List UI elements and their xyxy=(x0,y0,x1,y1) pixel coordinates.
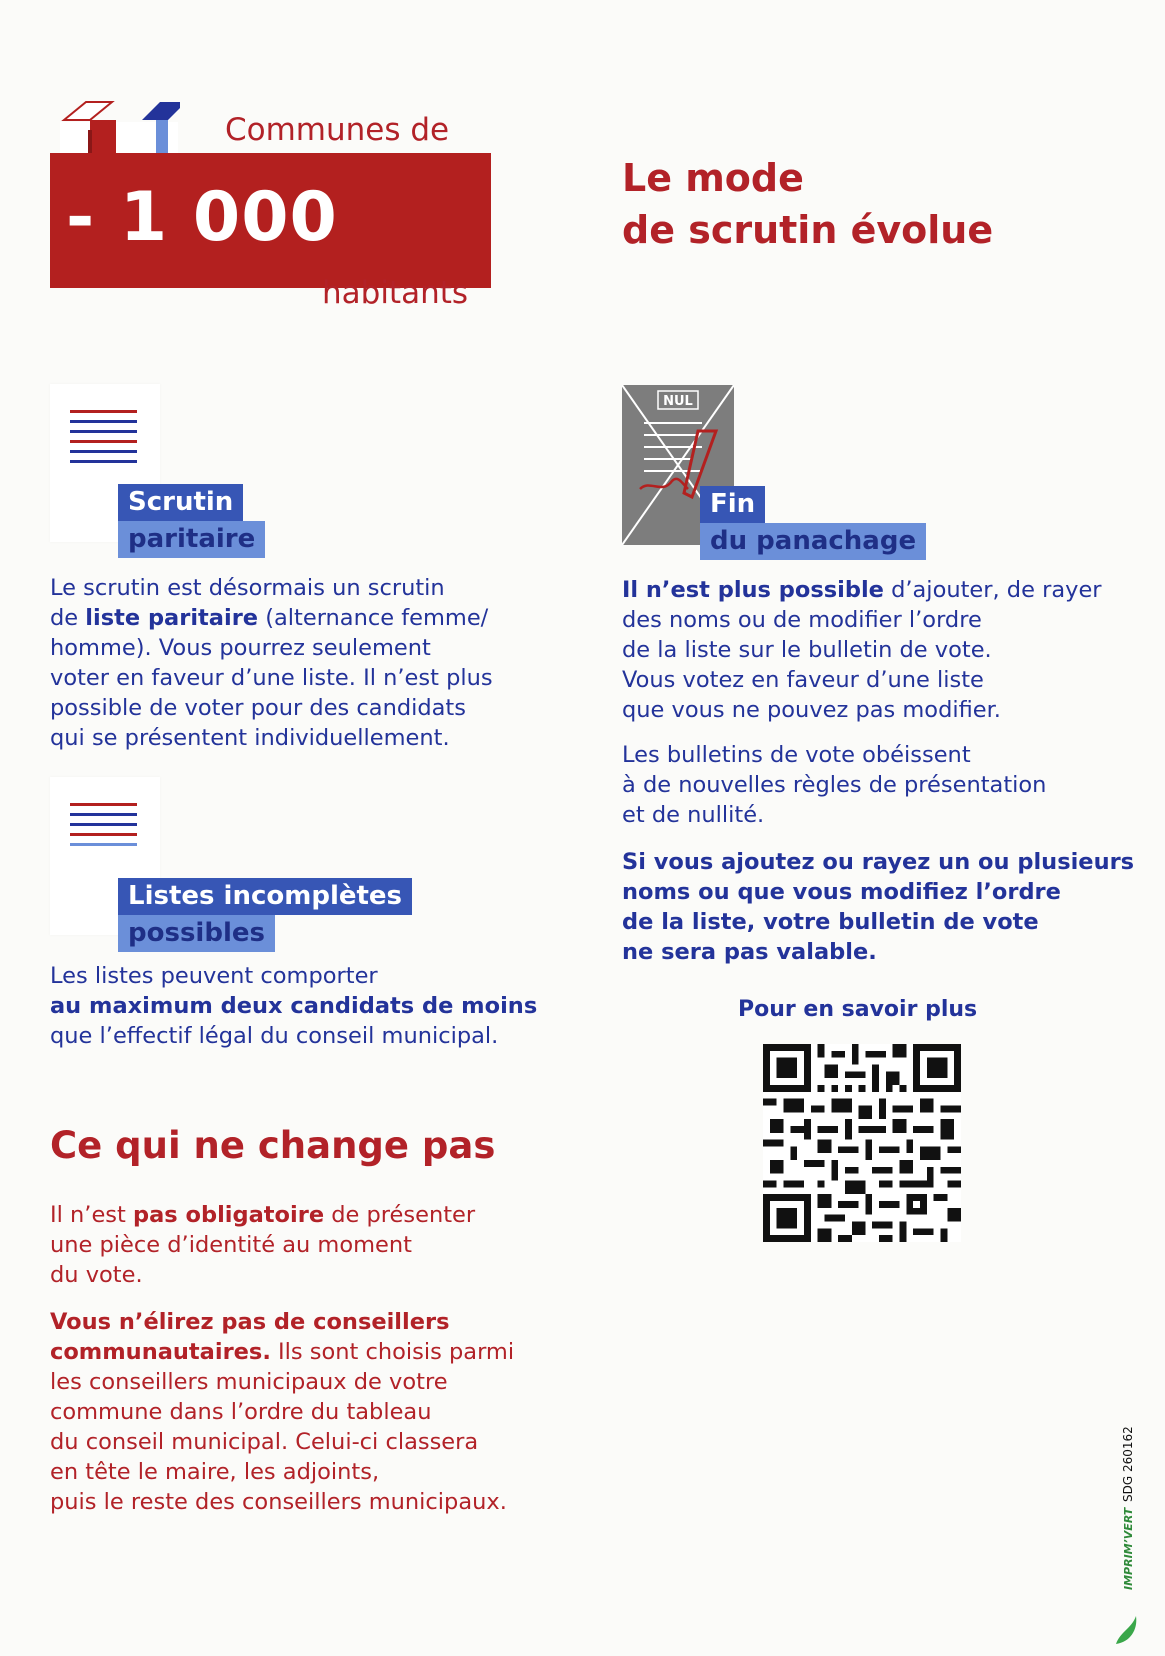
tag-line-2: paritaire xyxy=(118,521,265,558)
text-line: que vous ne pouvez pas modifier. xyxy=(622,697,1001,723)
text-line: les conseillers municipaux de votre xyxy=(50,1369,448,1395)
text-line: qui se présentent individuellement. xyxy=(50,725,450,751)
text-line: que l’effectif légal du conseil municipal. xyxy=(50,1023,499,1049)
tag-fin-panachage xyxy=(700,486,926,560)
text-line: Si vous ajoutez ou rayez un ou plusieurs xyxy=(622,849,1135,875)
unchanged-paragraph-1 xyxy=(50,1200,570,1290)
text-line: en tête le maire, les adjoints, xyxy=(50,1459,380,1485)
tag-line-1: Fin xyxy=(700,486,765,523)
communes-de-label: Communes de xyxy=(225,112,450,148)
habitants-label: habitants xyxy=(322,275,469,311)
panachage-paragraph-1 xyxy=(622,575,1142,725)
text-line: ne sera pas valable. xyxy=(622,939,877,965)
text-line: de la liste sur le bulletin de vote. xyxy=(622,637,992,663)
leaf-icon xyxy=(1116,1616,1136,1644)
text-line: Le scrutin est désormais un scrutin xyxy=(50,575,445,601)
unchanged-paragraph-2 xyxy=(50,1307,580,1517)
imprim-vert-logo xyxy=(1112,1420,1140,1650)
text-line: et de nullité. xyxy=(622,802,765,828)
text-line: puis le reste des conseillers municipaux. xyxy=(50,1489,507,1515)
qr-code-icon[interactable] xyxy=(763,1044,961,1242)
text-line: Les listes peuvent comporter xyxy=(50,963,378,989)
text-line: au maximum deux candidats de moins xyxy=(50,993,538,1019)
population-number: - 1 000 xyxy=(66,178,338,257)
text-line: Les bulletins de vote obéissent xyxy=(622,742,971,768)
text-line: homme). Vous pourrez seulement xyxy=(50,635,431,661)
text-line: communautaires. Ils sont choisis parmi xyxy=(50,1339,515,1365)
tag-scrutin-paritaire xyxy=(118,484,265,558)
listes-paragraph xyxy=(50,961,570,1051)
text-line: Vous n’élirez pas de conseillers xyxy=(50,1309,450,1335)
title-line-1: Le mode xyxy=(622,156,804,200)
learn-more-label: Pour en savoir plus xyxy=(738,997,978,1022)
nul-label: NUL xyxy=(663,394,693,409)
text-line: commune dans l’ordre du tableau xyxy=(50,1399,432,1425)
tag-line-1: Scrutin xyxy=(118,484,243,521)
text-line: une pièce d’identité au moment xyxy=(50,1232,412,1258)
tag-line-2: possibles xyxy=(118,915,275,952)
print-code: SDG 260162 xyxy=(1121,1426,1135,1502)
scrutin-paragraph xyxy=(50,573,570,753)
section-title-unchanged: Ce qui ne change pas xyxy=(50,1124,496,1167)
text-line: des noms ou de modifier l’ordre xyxy=(622,607,982,633)
text-line: voter en faveur d’une liste. Il n’est plus xyxy=(50,665,493,691)
panachage-paragraph-2 xyxy=(622,740,1142,830)
title-line-2: de scrutin évolue xyxy=(622,208,994,252)
text-line: du conseil municipal. Celui-ci classera xyxy=(50,1429,479,1455)
panachage-paragraph-3 xyxy=(622,847,1152,967)
text-line: Il n’est plus possible d’ajouter, de rayer xyxy=(622,577,1102,603)
text-line: à de nouvelles règles de présentation xyxy=(622,772,1047,798)
tag-line-1: Listes incomplètes xyxy=(118,878,412,915)
text-line: du vote. xyxy=(50,1262,143,1288)
page-title xyxy=(622,152,1062,256)
text-line: noms ou que vous modifiez l’ordre xyxy=(622,879,1061,905)
tag-listes-incompletes xyxy=(118,878,412,952)
text-line: Il n’est pas obligatoire de présenter xyxy=(50,1202,476,1228)
tag-line-2: du panachage xyxy=(700,523,926,560)
text-line: de la liste, votre bulletin de vote xyxy=(622,909,1039,935)
text-line: possible de voter pour des candidats xyxy=(50,695,466,721)
imprim-vert-text: IMPRIM’VERT xyxy=(1122,1507,1135,1590)
text-line: Vous votez en faveur d’une liste xyxy=(622,667,984,693)
text-line: de liste paritaire (alternance femme/ xyxy=(50,605,489,631)
